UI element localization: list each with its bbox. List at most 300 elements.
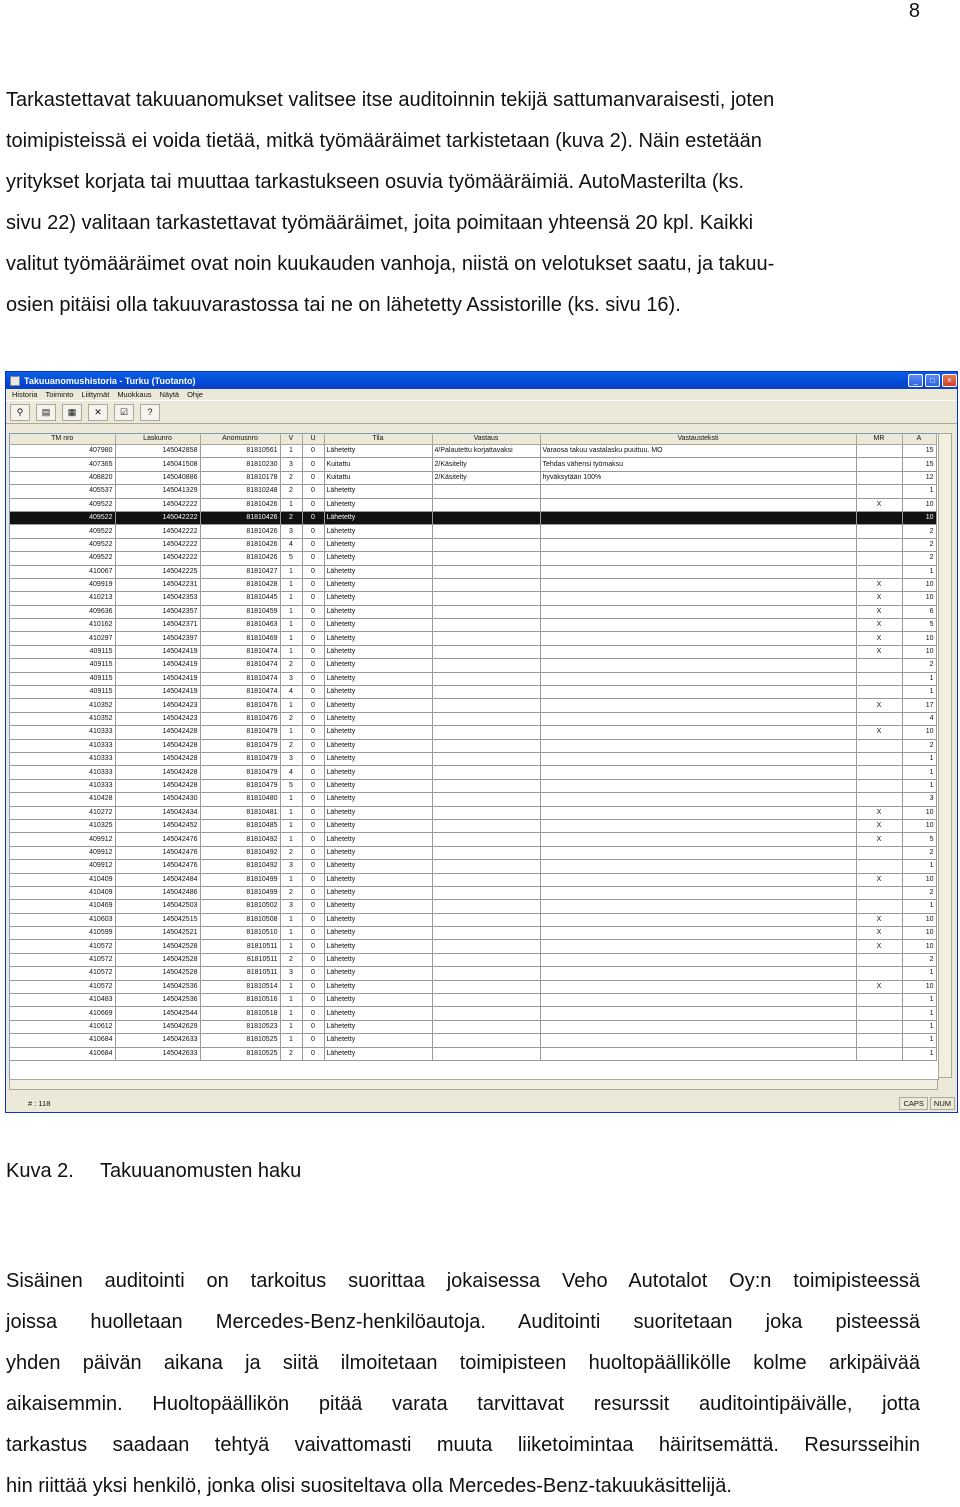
table-row[interactable] bbox=[10, 525, 936, 538]
cell-a: 4 bbox=[902, 712, 936, 725]
cell-a: 1 bbox=[902, 860, 936, 873]
cell-a: 1 bbox=[902, 900, 936, 913]
cell-v: 4 bbox=[280, 766, 302, 779]
cell-mr: X bbox=[856, 645, 902, 658]
table-row[interactable] bbox=[10, 752, 936, 765]
cell-anomusnro: 81810474 bbox=[200, 659, 280, 672]
cell-vastaus bbox=[432, 766, 540, 779]
cell-a: 1 bbox=[902, 1034, 936, 1047]
table-row[interactable] bbox=[10, 913, 936, 926]
cell-a: 15 bbox=[902, 445, 936, 458]
cell-vastausteksti bbox=[540, 578, 856, 591]
cell-tm-nro: 410333 bbox=[10, 726, 115, 739]
cell-vastaus bbox=[432, 659, 540, 672]
cell-mr bbox=[856, 793, 902, 806]
cell-anomusnro: 81810178 bbox=[200, 471, 280, 484]
cell-v: 2 bbox=[280, 953, 302, 966]
table-row[interactable] bbox=[10, 1034, 936, 1047]
cell-anomusnro: 81810518 bbox=[200, 1007, 280, 1020]
cell-tila: Lähetetty bbox=[324, 833, 432, 846]
menu-ohje[interactable]: Ohje bbox=[187, 390, 203, 399]
cell-v: 2 bbox=[280, 712, 302, 725]
cell-vastausteksti bbox=[540, 994, 856, 1007]
cell-tm-nro: 409912 bbox=[10, 833, 115, 846]
cell-tila: Lähetetty bbox=[324, 953, 432, 966]
cell-tila: Lähetetty bbox=[324, 806, 432, 819]
cell-laskunro: 145042423 bbox=[115, 712, 200, 725]
cell-laskunro: 145042452 bbox=[115, 819, 200, 832]
cell-a: 2 bbox=[902, 538, 936, 551]
cell-vastausteksti bbox=[540, 538, 856, 551]
cell-anomusnro: 81810463 bbox=[200, 619, 280, 632]
cell-a: 1 bbox=[902, 1007, 936, 1020]
cell-anomusnro: 81810476 bbox=[200, 712, 280, 725]
cell-laskunro: 145042428 bbox=[115, 779, 200, 792]
col-v[interactable]: V bbox=[280, 434, 302, 445]
table-row[interactable] bbox=[10, 980, 936, 993]
cell-a: 5 bbox=[902, 619, 936, 632]
cell-anomusnro: 81810230 bbox=[200, 458, 280, 471]
col-vastaus[interactable]: Vastaus bbox=[432, 434, 540, 445]
text-line: yhden päivän aikana ja siitä ilmoitetaan toimipisteen huoltopäällikölle kolme arkipäivää bbox=[6, 1352, 920, 1374]
cell-mr: X bbox=[856, 498, 902, 511]
cell-tila: Lähetetty bbox=[324, 766, 432, 779]
cell-laskunro: 145042419 bbox=[115, 672, 200, 685]
cell-laskunro: 145042503 bbox=[115, 900, 200, 913]
cell-a: 3 bbox=[902, 793, 936, 806]
cell-laskunro: 145042633 bbox=[115, 1034, 200, 1047]
table-row[interactable] bbox=[10, 900, 936, 913]
cell-tila: Lähetetty bbox=[324, 873, 432, 886]
cell-u: 0 bbox=[302, 659, 324, 672]
table-row[interactable] bbox=[10, 485, 936, 498]
cell-vastaus bbox=[432, 632, 540, 645]
cell-vastaus bbox=[432, 1047, 540, 1060]
cell-mr: X bbox=[856, 806, 902, 819]
cell-vastausteksti bbox=[540, 511, 856, 524]
cell-vastausteksti bbox=[540, 619, 856, 632]
cell-vastausteksti: Varaosa takuu vastalasku puuttuu. MO bbox=[540, 445, 856, 458]
cell-v: 1 bbox=[280, 619, 302, 632]
cell-tm-nro: 410428 bbox=[10, 793, 115, 806]
table-row[interactable] bbox=[10, 873, 936, 886]
table-row[interactable] bbox=[10, 632, 936, 645]
table-row[interactable] bbox=[10, 498, 936, 511]
cell-vastausteksti bbox=[540, 927, 856, 940]
cell-laskunro: 145042353 bbox=[115, 592, 200, 605]
cell-v: 5 bbox=[280, 552, 302, 565]
cell-laskunro: 145042434 bbox=[115, 806, 200, 819]
cell-v: 2 bbox=[280, 471, 302, 484]
cell-anomusnro: 81810492 bbox=[200, 833, 280, 846]
cell-laskunro: 145042397 bbox=[115, 632, 200, 645]
table-row[interactable] bbox=[10, 1020, 936, 1033]
cell-tm-nro: 409919 bbox=[10, 578, 115, 591]
figure-caption bbox=[6, 1160, 301, 1183]
cell-v: 4 bbox=[280, 686, 302, 699]
col-mr[interactable]: MR bbox=[856, 434, 902, 445]
cell-a: 1 bbox=[902, 752, 936, 765]
cell-tm-nro: 409115 bbox=[10, 686, 115, 699]
table-row[interactable] bbox=[10, 739, 936, 752]
cell-u: 0 bbox=[302, 485, 324, 498]
cell-mr bbox=[856, 445, 902, 458]
cell-a: 2 bbox=[902, 552, 936, 565]
cell-laskunro: 145042528 bbox=[115, 953, 200, 966]
cell-u: 0 bbox=[302, 1020, 324, 1033]
status-caps: CAPS bbox=[899, 1097, 927, 1110]
cell-vastausteksti bbox=[540, 1034, 856, 1047]
table-row[interactable] bbox=[10, 458, 936, 471]
menu-muokkaus[interactable]: Muokkaus bbox=[117, 390, 152, 399]
cell-anomusnro: 81810516 bbox=[200, 994, 280, 1007]
screenshot-window bbox=[5, 371, 958, 1113]
cell-v: 1 bbox=[280, 873, 302, 886]
checklist-icon[interactable]: ☑ bbox=[114, 404, 134, 421]
cell-v: 1 bbox=[280, 632, 302, 645]
cell-vastausteksti bbox=[540, 1047, 856, 1060]
table-row[interactable] bbox=[10, 672, 936, 685]
cell-tila: Lähetetty bbox=[324, 605, 432, 618]
grid-header-row bbox=[10, 434, 936, 445]
window-title: Takuuanomushistoria - Turku (Tuotanto) bbox=[24, 375, 196, 386]
cell-anomusnro: 81810502 bbox=[200, 900, 280, 913]
table-row[interactable] bbox=[10, 659, 936, 672]
text-line: Sisäinen auditointi on tarkoitus suorittaa jokaisessa Veho Autotalot Oy:n toimipisteessä bbox=[6, 1270, 920, 1292]
cell-vastausteksti bbox=[540, 779, 856, 792]
cell-mr bbox=[856, 565, 902, 578]
cell-laskunro: 145042222 bbox=[115, 511, 200, 524]
col-vastausteksti[interactable]: Vastausteksti bbox=[540, 434, 856, 445]
cell-a: 10 bbox=[902, 913, 936, 926]
cell-laskunro: 145042428 bbox=[115, 739, 200, 752]
table-row[interactable] bbox=[10, 927, 936, 940]
cell-a: 10 bbox=[902, 632, 936, 645]
cell-u: 0 bbox=[302, 819, 324, 832]
cell-anomusnro: 81810480 bbox=[200, 793, 280, 806]
cell-v: 2 bbox=[280, 1047, 302, 1060]
cell-a: 2 bbox=[902, 886, 936, 899]
table-row[interactable] bbox=[10, 819, 936, 832]
cell-mr bbox=[856, 739, 902, 752]
cell-tila: Lähetetty bbox=[324, 712, 432, 725]
table-row[interactable] bbox=[10, 538, 936, 551]
cell-anomusnro: 81810426 bbox=[200, 511, 280, 524]
minimize-button[interactable]: _ bbox=[908, 374, 923, 387]
cell-a: 1 bbox=[902, 672, 936, 685]
menu-historia[interactable]: Historia bbox=[12, 390, 38, 399]
cell-tila: Lähetetty bbox=[324, 927, 432, 940]
cell-vastaus bbox=[432, 552, 540, 565]
cell-mr: X bbox=[856, 927, 902, 940]
cell-u: 0 bbox=[302, 672, 324, 685]
cell-vastaus bbox=[432, 886, 540, 899]
cell-anomusnro: 81810426 bbox=[200, 498, 280, 511]
cell-mr: X bbox=[856, 699, 902, 712]
cell-a: 1 bbox=[902, 1020, 936, 1033]
cell-tila: Lähetetty bbox=[324, 967, 432, 980]
cell-tm-nro: 409522 bbox=[10, 498, 115, 511]
col-anomusnro[interactable]: Anomusnro bbox=[200, 434, 280, 445]
cell-vastaus bbox=[432, 498, 540, 511]
cell-vastausteksti bbox=[540, 860, 856, 873]
table-row[interactable] bbox=[10, 860, 936, 873]
cell-v: 2 bbox=[280, 485, 302, 498]
text-line: Tarkastettavat takuuanomukset valitsee itse auditoinnin tekijä sattumanvaraisesti, joten bbox=[6, 89, 775, 111]
cell-anomusnro: 81810469 bbox=[200, 632, 280, 645]
cell-tm-nro: 410409 bbox=[10, 873, 115, 886]
cell-vastausteksti bbox=[540, 833, 856, 846]
cell-laskunro: 145042536 bbox=[115, 980, 200, 993]
binoculars-icon[interactable]: ⚲ bbox=[10, 404, 30, 421]
table-row[interactable] bbox=[10, 953, 936, 966]
col-a[interactable]: A bbox=[902, 434, 936, 445]
cell-vastausteksti bbox=[540, 940, 856, 953]
cell-vastausteksti bbox=[540, 686, 856, 699]
table-row[interactable] bbox=[10, 619, 936, 632]
table-row[interactable] bbox=[10, 846, 936, 859]
table-row[interactable] bbox=[10, 471, 936, 484]
table-row[interactable] bbox=[10, 1007, 936, 1020]
cell-laskunro: 145042419 bbox=[115, 645, 200, 658]
cell-u: 0 bbox=[302, 739, 324, 752]
cell-v: 1 bbox=[280, 592, 302, 605]
cell-tm-nro: 410612 bbox=[10, 1020, 115, 1033]
cell-tm-nro: 410572 bbox=[10, 940, 115, 953]
cell-anomusnro: 81810508 bbox=[200, 913, 280, 926]
cell-vastaus bbox=[432, 565, 540, 578]
cell-u: 0 bbox=[302, 793, 324, 806]
cell-laskunro: 145042371 bbox=[115, 619, 200, 632]
cell-u: 0 bbox=[302, 806, 324, 819]
cell-vastaus bbox=[432, 699, 540, 712]
cell-a: 1 bbox=[902, 967, 936, 980]
cell-vastausteksti bbox=[540, 1007, 856, 1020]
table-row[interactable] bbox=[10, 645, 936, 658]
cell-tm-nro: 410333 bbox=[10, 752, 115, 765]
cell-vastausteksti bbox=[540, 752, 856, 765]
cell-vastausteksti bbox=[540, 699, 856, 712]
app-icon bbox=[10, 376, 20, 386]
cell-tila: Lähetetty bbox=[324, 565, 432, 578]
cell-a: 1 bbox=[902, 1047, 936, 1060]
cell-u: 0 bbox=[302, 511, 324, 524]
cell-v: 1 bbox=[280, 940, 302, 953]
cell-u: 0 bbox=[302, 913, 324, 926]
cell-tm-nro: 409115 bbox=[10, 645, 115, 658]
cell-laskunro: 145042423 bbox=[115, 699, 200, 712]
cell-tm-nro: 409912 bbox=[10, 846, 115, 859]
table-row[interactable] bbox=[10, 886, 936, 899]
status-count: # : 118 bbox=[28, 1098, 51, 1108]
table-row[interactable] bbox=[10, 793, 936, 806]
cell-mr bbox=[856, 846, 902, 859]
cell-anomusnro: 81810476 bbox=[200, 699, 280, 712]
cell-anomusnro: 81810499 bbox=[200, 886, 280, 899]
cell-tm-nro: 409636 bbox=[10, 605, 115, 618]
cell-vastaus bbox=[432, 752, 540, 765]
cell-tm-nro: 410352 bbox=[10, 699, 115, 712]
cell-laskunro: 145042231 bbox=[115, 578, 200, 591]
table-row[interactable] bbox=[10, 592, 936, 605]
table-row[interactable] bbox=[10, 686, 936, 699]
cell-anomusnro: 81810525 bbox=[200, 1047, 280, 1060]
cell-laskunro: 145042476 bbox=[115, 860, 200, 873]
cell-u: 0 bbox=[302, 538, 324, 551]
table-row[interactable] bbox=[10, 578, 936, 591]
cell-vastaus bbox=[432, 913, 540, 926]
cell-anomusnro: 81810510 bbox=[200, 927, 280, 940]
table-row[interactable] bbox=[10, 833, 936, 846]
cell-vastaus bbox=[432, 1034, 540, 1047]
cell-laskunro: 145042528 bbox=[115, 967, 200, 980]
cell-mr: X bbox=[856, 605, 902, 618]
table-row[interactable] bbox=[10, 565, 936, 578]
cell-vastaus bbox=[432, 739, 540, 752]
delete-icon[interactable]: ✕ bbox=[88, 404, 108, 421]
table-row[interactable] bbox=[10, 940, 936, 953]
cell-tm-nro: 409522 bbox=[10, 538, 115, 551]
cell-laskunro: 145042357 bbox=[115, 605, 200, 618]
cell-vastausteksti bbox=[540, 766, 856, 779]
cell-anomusnro: 81810426 bbox=[200, 525, 280, 538]
cell-mr bbox=[856, 1047, 902, 1060]
cell-vastaus bbox=[432, 511, 540, 524]
menu-nayta[interactable]: Näytä bbox=[159, 390, 180, 399]
cell-tila: Lähetetty bbox=[324, 940, 432, 953]
cell-vastausteksti bbox=[540, 485, 856, 498]
cell-a: 17 bbox=[902, 699, 936, 712]
cell-tm-nro: 410325 bbox=[10, 819, 115, 832]
cell-vastausteksti bbox=[540, 913, 856, 926]
cell-laskunro: 145042544 bbox=[115, 1007, 200, 1020]
cell-laskunro: 145042629 bbox=[115, 1020, 200, 1033]
cell-laskunro: 145042486 bbox=[115, 886, 200, 899]
table-row[interactable] bbox=[10, 445, 936, 458]
cell-vastaus bbox=[432, 819, 540, 832]
cell-anomusnro: 81810511 bbox=[200, 953, 280, 966]
cell-u: 0 bbox=[302, 471, 324, 484]
cell-tila: Lähetetty bbox=[324, 538, 432, 551]
cell-vastaus bbox=[432, 712, 540, 725]
cell-vastaus bbox=[432, 605, 540, 618]
cell-vastausteksti bbox=[540, 819, 856, 832]
table-row[interactable] bbox=[10, 712, 936, 725]
vertical-scrollbar[interactable] bbox=[938, 433, 952, 1078]
cell-tm-nro: 410603 bbox=[10, 913, 115, 926]
menu-toiminto[interactable]: Toiminto bbox=[45, 390, 74, 399]
cell-mr bbox=[856, 766, 902, 779]
cell-tm-nro: 410213 bbox=[10, 592, 115, 605]
cell-laskunro: 145042536 bbox=[115, 994, 200, 1007]
cell-u: 0 bbox=[302, 833, 324, 846]
text-line: sivu 22) valitaan tarkastettavat työmääräimet, joita poimitaan yhteensä 20 kpl. Kaikki bbox=[6, 212, 754, 234]
cell-mr bbox=[856, 1020, 902, 1033]
cell-a: 10 bbox=[902, 645, 936, 658]
cell-v: 2 bbox=[280, 846, 302, 859]
table-row[interactable] bbox=[10, 766, 936, 779]
cell-tm-nro: 410297 bbox=[10, 632, 115, 645]
cell-u: 0 bbox=[302, 860, 324, 873]
text-line: joissa huolletaan Mercedes-Benz-henkilöautoja. Auditointi suoritetaan joka pisteessä bbox=[6, 1311, 920, 1333]
col-u[interactable]: U bbox=[302, 434, 324, 445]
cell-tila: Lähetetty bbox=[324, 645, 432, 658]
table-row[interactable] bbox=[10, 967, 936, 980]
menu-liittymat[interactable]: Liittymät bbox=[81, 390, 110, 399]
document-list-icon[interactable]: ▦ bbox=[62, 404, 82, 421]
cell-tila: Lähetetty bbox=[324, 552, 432, 565]
table-row[interactable] bbox=[10, 779, 936, 792]
cell-tm-nro: 409522 bbox=[10, 552, 115, 565]
cell-vastaus bbox=[432, 619, 540, 632]
maximize-button[interactable]: □ bbox=[925, 374, 940, 387]
col-tm-nro[interactable]: TM nro bbox=[10, 434, 115, 445]
cell-vastausteksti bbox=[540, 1020, 856, 1033]
cell-vastaus bbox=[432, 927, 540, 940]
cell-tila: Lähetetty bbox=[324, 779, 432, 792]
cell-v: 1 bbox=[280, 726, 302, 739]
col-laskunro[interactable]: Laskunro bbox=[115, 434, 200, 445]
cell-tm-nro: 410599 bbox=[10, 927, 115, 940]
cell-tm-nro: 410572 bbox=[10, 980, 115, 993]
cell-vastausteksti bbox=[540, 552, 856, 565]
help-icon[interactable]: ? bbox=[140, 404, 160, 421]
table-row[interactable] bbox=[10, 699, 936, 712]
cell-mr: X bbox=[856, 940, 902, 953]
document-icon[interactable]: ▤ bbox=[36, 404, 56, 421]
cell-tila: Lähetetty bbox=[324, 900, 432, 913]
cell-vastaus bbox=[432, 873, 540, 886]
cell-tila: Lähetetty bbox=[324, 525, 432, 538]
cell-a: 10 bbox=[902, 806, 936, 819]
cell-vastaus bbox=[432, 846, 540, 859]
cell-mr: X bbox=[856, 578, 902, 591]
cell-v: 1 bbox=[280, 645, 302, 658]
cell-mr bbox=[856, 458, 902, 471]
table-row[interactable] bbox=[10, 806, 936, 819]
table-row[interactable] bbox=[10, 1047, 936, 1060]
table-row[interactable] bbox=[10, 552, 936, 565]
cell-u: 0 bbox=[302, 552, 324, 565]
cell-v: 2 bbox=[280, 739, 302, 752]
table-row[interactable] bbox=[10, 726, 936, 739]
cell-tila: Lähetetty bbox=[324, 739, 432, 752]
statusbar bbox=[6, 1094, 957, 1112]
col-tila[interactable]: Tila bbox=[324, 434, 432, 445]
table-row[interactable] bbox=[10, 994, 936, 1007]
cell-a: 5 bbox=[902, 833, 936, 846]
cell-vastaus bbox=[432, 578, 540, 591]
text-line: hin riittää yksi henkilö, jonka olisi suositeltava olla Mercedes-Benz-takuukäsittelijä. bbox=[6, 1475, 732, 1497]
close-button[interactable]: × bbox=[942, 374, 957, 387]
cell-tila: Lähetetty bbox=[324, 1047, 432, 1060]
cell-mr bbox=[856, 659, 902, 672]
cell-v: 1 bbox=[280, 498, 302, 511]
cell-a: 10 bbox=[902, 578, 936, 591]
cell-vastausteksti bbox=[540, 632, 856, 645]
cell-tm-nro: 407980 bbox=[10, 445, 115, 458]
table-row[interactable] bbox=[10, 511, 936, 524]
cell-anomusnro: 81810485 bbox=[200, 819, 280, 832]
horizontal-scrollbar[interactable] bbox=[9, 1079, 938, 1090]
cell-tila: Lähetetty bbox=[324, 659, 432, 672]
cell-laskunro: 145042521 bbox=[115, 927, 200, 940]
cell-tila: Lähetetty bbox=[324, 860, 432, 873]
cell-mr bbox=[856, 779, 902, 792]
cell-a: 1 bbox=[902, 766, 936, 779]
cell-a: 2 bbox=[902, 953, 936, 966]
table-row[interactable] bbox=[10, 605, 936, 618]
